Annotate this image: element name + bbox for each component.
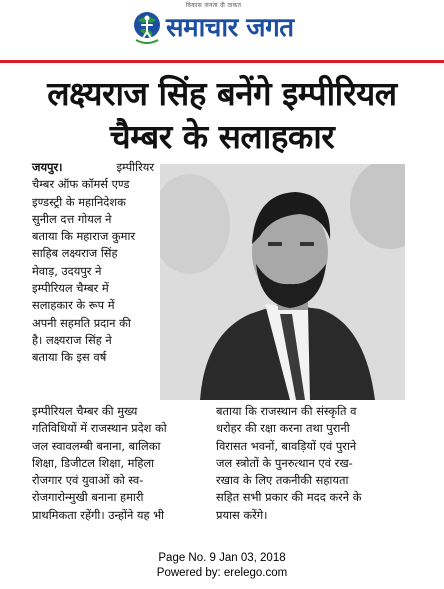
masthead-title: समाचार जगत (166, 13, 294, 43)
page-info: Page No. 9 Jan 03, 2018 (158, 552, 286, 564)
body-line: जल स्त्रोतों के पुनरुत्थान एवं रख- (216, 455, 353, 470)
body-line: रोजगार एवं युवाओं को स्व- (32, 473, 144, 488)
body-line: इम्पीरियल चैम्बर में (32, 281, 109, 296)
body-line: सहित सभी प्रकार की मदद करने के (216, 490, 362, 505)
body-line: रोजगारोन्मुखी बनाना हमारी (32, 490, 144, 505)
body-line: मेवाड़, उदयपुर ने (32, 263, 102, 278)
article-column-left (32, 159, 154, 367)
masthead (0, 0, 444, 60)
body-line: बताया कि महाराज कुमार (32, 229, 136, 244)
globe-figure-icon (132, 10, 162, 44)
body-line: प्रयास करेंगे। (216, 507, 268, 522)
body-line: साहिब लक्ष्यराज सिंह (32, 246, 118, 261)
dateline: जयपुर। (32, 160, 63, 174)
headline-line-1: लक्ष्यराज सिंह बनेंगे इम्पीरियल (47, 74, 397, 113)
body-line: इण्डस्ट्री के महानिदेशक (32, 194, 126, 209)
masthead-divider (0, 60, 444, 63)
body-line: रखाव के लिए तकनीकी सहायता (216, 473, 349, 488)
powered-by-link[interactable]: Powered by: erelego.com (156, 567, 288, 579)
article-column-bottom-right (216, 403, 412, 524)
body-line: गतिविधियों में राजस्थान प्रदेश को (32, 421, 167, 436)
body-line: जल स्वावलम्बी बनाना, बालिका (32, 438, 161, 453)
body-line: सलाहकार के रूप में (32, 298, 115, 313)
article-column-bottom-left (32, 403, 200, 524)
body-line: है। लक्ष्यराज सिंह ने (32, 332, 112, 347)
body-line: शिक्षा, डिजीटल शिक्षा, महिला (32, 455, 155, 470)
body-line: प्राथमिकता रहेंगी। उन्होंने यह भी (32, 507, 165, 522)
body-line: इम्पीरियर (116, 160, 154, 174)
body-line: धरोहर की रक्षा करना तथा पुरानी (216, 421, 350, 436)
body-line: विरासत भवनों, बावड़ियों एवं पुराने (216, 438, 357, 453)
headline-line-2: चैम्बर के सलाहकार (109, 117, 335, 156)
portrait-photo (160, 164, 405, 400)
body-line: बताया कि इस वर्ष (32, 350, 107, 365)
masthead-tagline: विकास जनता दी ताकत (186, 2, 242, 9)
body-line: इम्पीरियल चैम्बर की मुख्य (32, 404, 138, 418)
body-line: चैम्बर ऑफ कॉमर्स एण्ड (32, 177, 130, 192)
body-line: अपनी सहमति प्रदान की (32, 315, 131, 330)
body-line: बताया कि राजस्थान की संस्कृति व (216, 404, 357, 418)
body-line: सुनील दत्त गोयल ने (32, 211, 112, 226)
